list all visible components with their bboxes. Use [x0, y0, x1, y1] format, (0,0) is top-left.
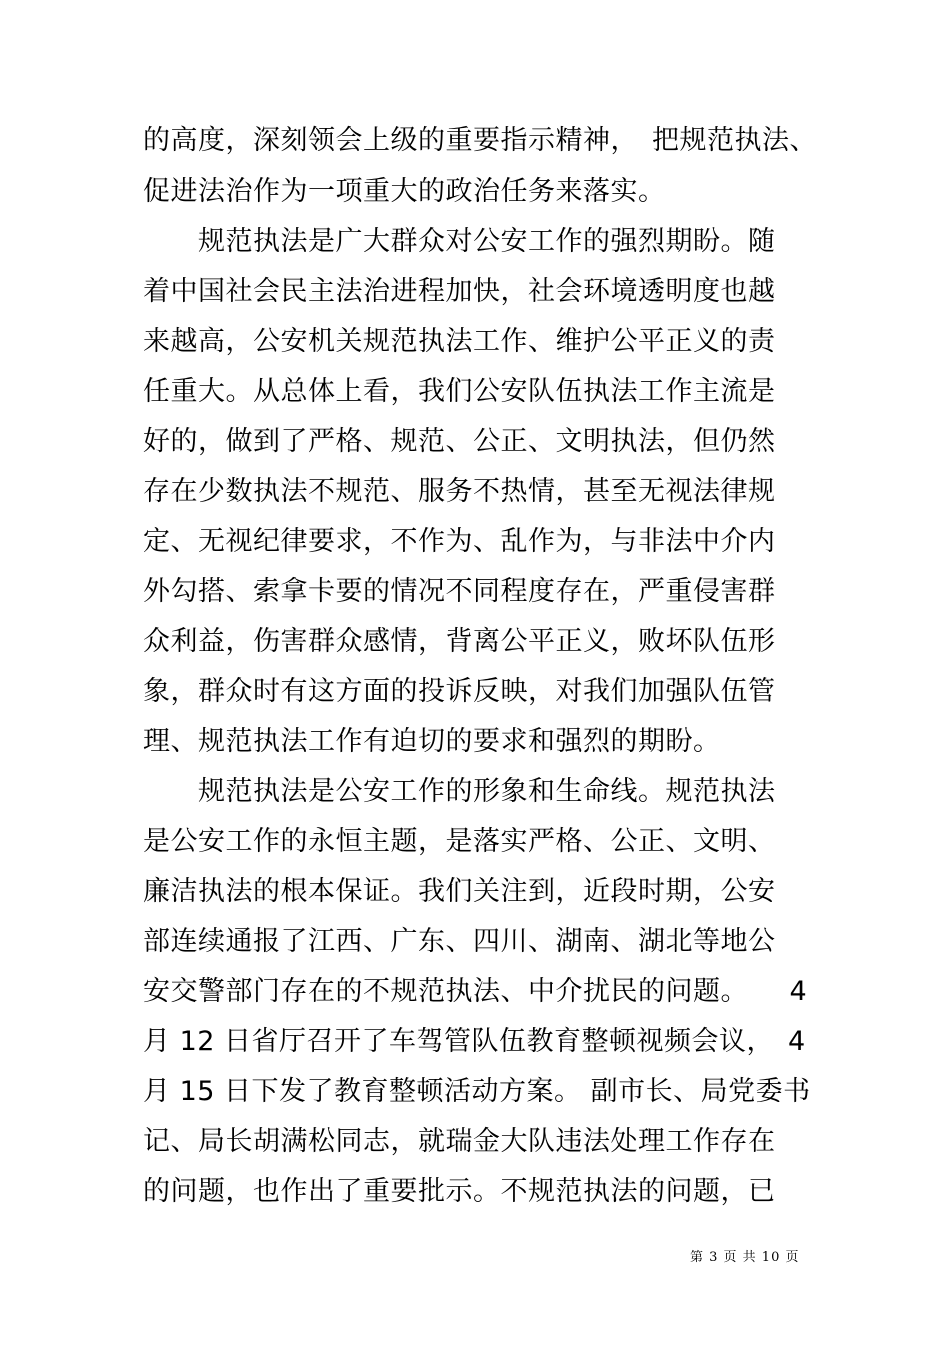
body-text-line: 好的，做到了严格、规范、公正、文明执法，但仍然 — [143, 426, 776, 457]
body-text-line: 象，群众时有这方面的投诉反映，对我们加强队伍管 — [143, 676, 776, 707]
body-text-line: 的高度，深刻领会上级的重要指示精神， 把规范执法、 — [143, 125, 817, 156]
body-text-line: 部连续通报了江西、广东、四川、湖南、湖北等地公 — [143, 926, 776, 957]
page-number-footer: 第 3 页 共 10 页 — [690, 1250, 800, 1265]
body-text-line: 着中国社会民主法治进程加快，社会环境透明度也越 — [143, 276, 776, 307]
body-text-line: 廉洁执法的根本保证。我们关注到，近段时期，公安 — [143, 876, 776, 907]
body-text-line: 的问题，也作出了重要批示。不规范执法的问题，已 — [143, 1176, 776, 1207]
body-text-line: 存在少数执法不规范、服务不热情，甚至无视法律规 — [143, 476, 776, 507]
body-text-line: 安交警部门存在的不规范执法、中介扰民的问题。 4 — [143, 976, 808, 1007]
body-text-line: 理、规范执法工作有迫切的要求和强烈的期盼。 — [143, 726, 721, 757]
body-text-line: 众利益，伤害群众感情，背离公平正义，败坏队伍形 — [143, 626, 776, 657]
body-text-line: 是公安工作的永恒主题，是落实严格、公正、文明、 — [143, 826, 776, 857]
body-text-line: 来越高，公安机关规范执法工作、维护公平正义的责 — [143, 326, 776, 357]
body-text-line: 定、无视纪律要求，不作为、乱作为，与非法中介内 — [143, 526, 776, 557]
body-text-line: 外勾搭、索拿卡要的情况不同程度存在，严重侵害群 — [143, 576, 776, 607]
body-text-line: 月 15 日下发了教育整顿活动方案。 副市长、局党委书 — [143, 1076, 811, 1107]
body-text-line: 记、局长胡满松同志，就瑞金大队违法处理工作存在 — [143, 1126, 776, 1157]
body-text-line: 任重大。从总体上看，我们公安队伍执法工作主流是 — [143, 376, 776, 407]
body-text-line: 月 12 日省厅召开了车驾管队伍教育整顿视频会议， 4 — [143, 1026, 806, 1057]
body-text-line: 促进法治作为一项重大的政治任务来落实。 — [143, 176, 666, 207]
body-text-line: 规范执法是广大群众对公安工作的强烈期盼。随 — [143, 226, 776, 257]
body-text-line: 规范执法是公安工作的形象和生命线。规范执法 — [143, 776, 776, 807]
